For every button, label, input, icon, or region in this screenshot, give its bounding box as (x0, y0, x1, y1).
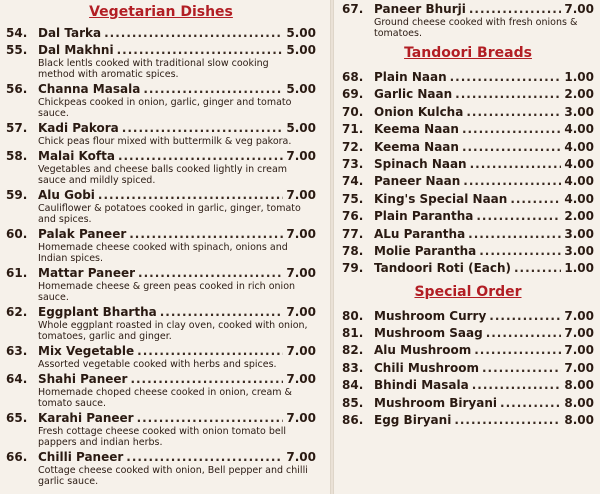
item-price: 8.00 (564, 395, 594, 410)
item-price: 4.00 (564, 139, 594, 154)
menu-item (6, 121, 316, 147)
item-name: Mushroom Biryani (374, 395, 498, 410)
menu-item (6, 450, 316, 487)
item-description: Homemade choped cheese cooked in onion, cream & tomato sauce. (38, 387, 292, 409)
item-name: Plain Naan (374, 70, 447, 84)
item-description: Chick peas flour mixed with buttermilk & veg pakora. (38, 136, 292, 147)
list-item (342, 139, 594, 156)
item-name: Chili Mushroom (374, 360, 479, 375)
list-item (342, 342, 594, 359)
item-number: 64. (6, 372, 28, 386)
item-name: Garlic Naan (374, 87, 453, 102)
right-column (342, 0, 594, 429)
item-description: Whole eggplant roasted in clay oven, cooked with onion, tomatoes, garlic and ginger. (38, 320, 308, 342)
item-number: 68. (342, 70, 364, 84)
item-description: Black lentls cooked with traditional slow cooking method with aromatic spices. (38, 58, 269, 80)
item-price: 5.00 (286, 43, 316, 57)
item-number: 81. (342, 326, 364, 341)
item-name: Keema Naan (374, 139, 459, 154)
item-price: 4.00 (564, 191, 594, 206)
item-name: Keema Naan (374, 122, 459, 137)
item-price: 7.00 (564, 308, 594, 323)
item-number: 61. (6, 266, 28, 280)
item-name: Mushroom Curry (374, 308, 487, 323)
list-item (342, 121, 594, 138)
item-number: 55. (6, 43, 28, 57)
item-name: Dal Tarka (38, 26, 102, 40)
item-price: 5.00 (286, 121, 316, 135)
item-number: 67. (342, 2, 364, 16)
item-number: 75. (342, 191, 364, 206)
item-price: 2.00 (564, 209, 594, 224)
item-price: 7.00 (286, 227, 316, 241)
item-name: Paneer Naan (374, 174, 461, 189)
item-number: 76. (342, 209, 364, 224)
item-price: 7.00 (564, 360, 594, 375)
item-number: 86. (342, 413, 364, 428)
item-number: 59. (6, 188, 28, 202)
item-description: Homemade cheese & green peas cooked in rich onion sauce. (38, 281, 296, 303)
item-number: 78. (342, 243, 364, 258)
page-fold (330, 0, 334, 494)
item-price: 1.00 (564, 70, 594, 84)
item-name: Eggplant Bhartha (38, 305, 157, 319)
item-description: Homemade cheese cooked with spinach, onions and Indian spices. (38, 242, 288, 264)
item-name: Channa Masala (38, 82, 141, 96)
item-number: 71. (342, 122, 364, 137)
item-number: 54. (6, 26, 28, 40)
list-item (342, 308, 594, 325)
vegetarian-column (6, 0, 316, 489)
item-price: 4.00 (564, 156, 594, 171)
item-description: Assorted vegetable cooked with herbs and spices. (38, 359, 277, 370)
item-description: Ground cheese cooked with fresh onions & tomatoes. (374, 17, 578, 39)
list-item (342, 243, 594, 260)
item-description: Cottage cheese cooked with onion, Bell pepper and chilli garlic sauce. (38, 465, 308, 487)
item-price: 8.00 (564, 378, 594, 393)
item-description: Fresh cottage cheese cooked with onion tomato bell pappers and indian herbs. (38, 426, 286, 448)
list-item (342, 173, 594, 190)
item-number: 72. (342, 139, 364, 154)
menu-item (6, 26, 316, 41)
item-price: 4.00 (564, 174, 594, 189)
item-name: Spinach Naan (374, 156, 467, 171)
menu-item (6, 227, 316, 264)
item-description: Cauliflower & potatoes cooked in garlic, ginger, tomato and spices. (38, 203, 301, 225)
item-price: 7.00 (286, 188, 316, 202)
item-name: Mushroom Saag (374, 326, 483, 341)
menu-item (342, 2, 594, 39)
item-number: 60. (6, 227, 28, 241)
menu-item (6, 372, 316, 409)
item-number: 80. (342, 308, 364, 323)
item-name: Alu Mushroom (374, 343, 472, 358)
item-price: 7.00 (286, 344, 316, 358)
item-number: 57. (6, 121, 28, 135)
menu-item (6, 82, 316, 119)
item-name: Molie Parantha (374, 243, 477, 258)
list-item (342, 226, 594, 243)
item-name: Mix Vegetable (38, 344, 135, 358)
special-list (342, 308, 594, 430)
item-description: Vegetables and cheese balls cooked lightly in cream sauce and mildly spiced. (38, 164, 288, 186)
item-price: 3.00 (564, 104, 594, 119)
item-name: Palak Paneer (38, 227, 127, 241)
tandoori-breads-heading: Tandoori Breads (404, 45, 532, 61)
item-number: 83. (342, 360, 364, 375)
item-number: 62. (6, 305, 28, 319)
item-name: Tandoori Roti (Each) (374, 261, 511, 276)
item-number: 85. (342, 395, 364, 410)
list-item (342, 395, 594, 412)
item-price: 7.00 (286, 372, 316, 386)
item-number: 63. (6, 344, 28, 358)
breads-list (342, 69, 594, 278)
list-item (342, 360, 594, 377)
item-description: Chickpeas cooked in onion, garlic, ginger and tomato sauce. (38, 97, 292, 119)
item-price: 7.00 (564, 326, 594, 341)
item-number: 58. (6, 149, 28, 163)
item-price: 7.00 (564, 2, 594, 16)
item-name: King's Special Naan (374, 191, 508, 206)
item-number: 56. (6, 82, 28, 96)
item-number: 66. (6, 450, 28, 464)
item-price: 7.00 (286, 149, 316, 163)
vegetarian-heading: Vegetarian Dishes (89, 4, 233, 20)
list-item (342, 325, 594, 342)
menu-item (6, 411, 316, 448)
item-number: 74. (342, 174, 364, 189)
item-number: 70. (342, 104, 364, 119)
list-item (342, 208, 594, 225)
list-item (342, 260, 594, 277)
menu-item (6, 149, 316, 186)
item-price: 7.00 (564, 343, 594, 358)
item-name: Karahi Paneer (38, 411, 134, 425)
item-name: Dal Makhni (38, 43, 114, 57)
item-number: 77. (342, 226, 364, 241)
list-item (342, 412, 594, 429)
special-order-heading: Special Order (414, 283, 522, 300)
list-item (342, 86, 594, 103)
list-item (342, 156, 594, 173)
item-number: 69. (342, 87, 364, 102)
item-price: 7.00 (286, 266, 316, 280)
item-price: 4.00 (564, 122, 594, 137)
item-price: 8.00 (564, 413, 594, 428)
list-item (342, 191, 594, 208)
list-item (342, 104, 594, 121)
menu-item (6, 344, 316, 370)
item-name: Bhindi Masala (374, 378, 469, 393)
item-name: Kadi Pakora (38, 121, 119, 135)
item-price: 7.00 (286, 450, 316, 464)
item-name: Plain Parantha (374, 209, 474, 224)
item-number: 84. (342, 378, 364, 393)
item-name: Malai Kofta (38, 149, 115, 163)
list-item (342, 377, 594, 394)
item-name: Paneer Bhurji (374, 2, 466, 16)
item-price: 5.00 (286, 26, 316, 40)
item-name: ALu Parantha (374, 226, 466, 241)
item-name: Mattar Paneer (38, 266, 136, 280)
item-number: 73. (342, 156, 364, 171)
item-name: Egg Biryani (374, 413, 452, 428)
item-price: 2.00 (564, 87, 594, 102)
menu-item (6, 188, 316, 225)
item-price: 3.00 (564, 226, 594, 241)
item-price: 7.00 (286, 411, 316, 425)
item-price: 5.00 (286, 82, 316, 96)
item-name: Alu Gobi (38, 188, 95, 202)
item-number: 82. (342, 343, 364, 358)
list-item (342, 69, 594, 86)
menu-item (6, 266, 316, 303)
item-price: 3.00 (564, 243, 594, 258)
menu-item (6, 43, 316, 80)
item-name: Onion Kulcha (374, 104, 464, 119)
item-name: Chilli Paneer (38, 450, 124, 464)
item-price: 1.00 (564, 261, 594, 276)
item-name: Shahi Paneer (38, 372, 128, 386)
menu-item (6, 305, 316, 342)
item-price: 7.00 (286, 305, 316, 319)
item-number: 65. (6, 411, 28, 425)
item-number: 79. (342, 261, 364, 276)
